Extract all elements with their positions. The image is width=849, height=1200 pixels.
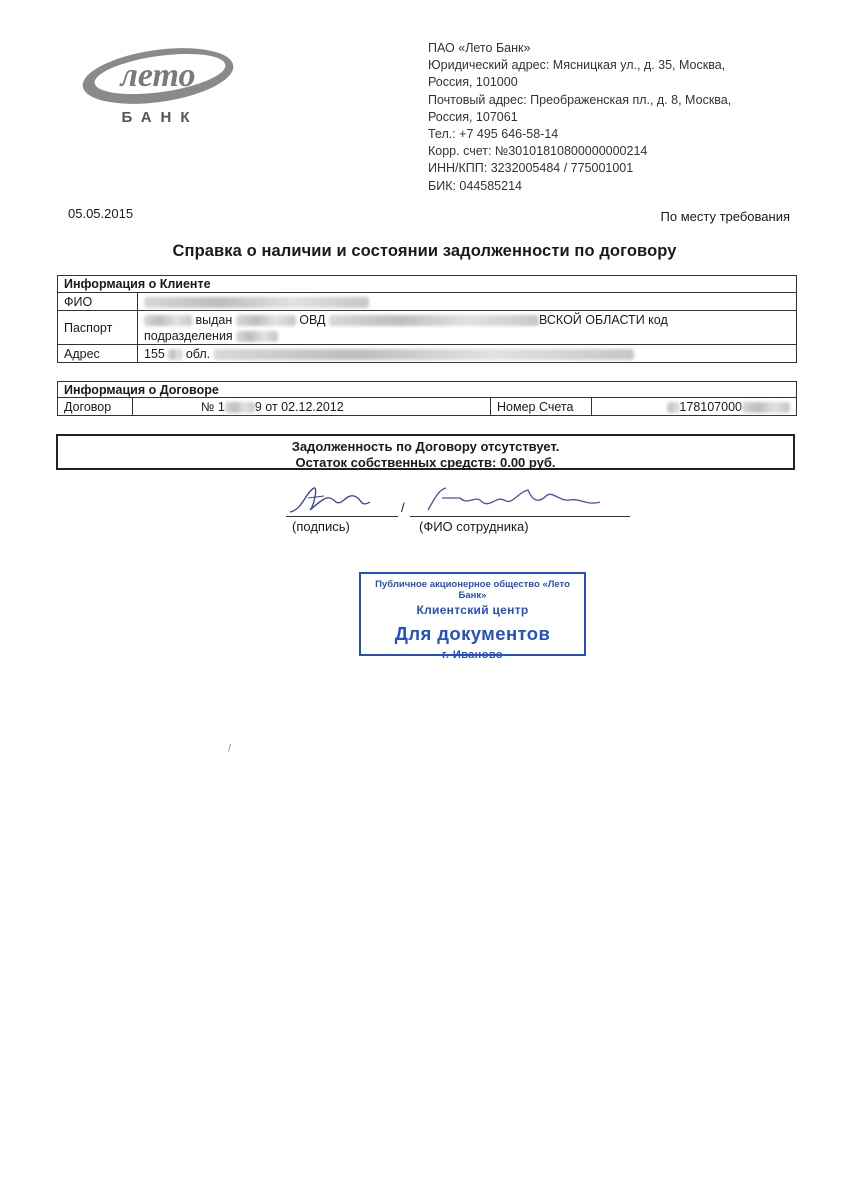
- stamp-purpose: Для документов: [394, 623, 551, 644]
- postal-address-line1: Почтовый адрес: Преображенская пл., д. 8, Москва,: [428, 92, 732, 107]
- client-info-table: [57, 275, 797, 363]
- stamp-department: Клиентский центр: [416, 603, 529, 617]
- bik: БИК: 044585214: [428, 178, 522, 193]
- redacted-postcode: [168, 349, 182, 360]
- debt-statement-box: [56, 434, 795, 470]
- redacted-issue-date: [236, 315, 296, 326]
- signature-label: (подпись): [292, 519, 350, 534]
- redacted-issuer: [329, 315, 539, 326]
- contract-info-table: [57, 381, 797, 416]
- corr-account: Корр. счет: №30101810800000000214: [428, 144, 648, 159]
- passport-region: ВСКОЙ ОБЛАСТИ код: [538, 312, 668, 327]
- address-value: [138, 345, 797, 363]
- stray-pen-mark: [228, 744, 234, 753]
- logo-wordmark: лето: [120, 57, 196, 94]
- contract-label: Договор: [58, 398, 133, 416]
- employee-name-line: [410, 516, 630, 517]
- stamp-org-name: Публичное акционерное общество «Лето Банк»: [375, 579, 570, 601]
- stamp-city: г. Иваново: [442, 649, 503, 661]
- document-title: Справка о наличии и состоянии задолженности по договору: [172, 242, 677, 260]
- address-label: Адрес: [58, 345, 138, 363]
- table-row: [58, 345, 797, 363]
- bank-name: ПАО «Лето Банк»: [428, 41, 531, 55]
- fio-label: ФИО: [58, 293, 138, 311]
- passport-issued-word: выдан: [195, 312, 233, 327]
- signature-line: [286, 516, 398, 517]
- document-date: 05.05.2015: [68, 206, 134, 221]
- redacted-fio: [144, 297, 369, 308]
- debt-line-1: Задолженность по Договору отсутствует.: [291, 439, 560, 454]
- bank-phone: Тел.: +7 495 646-58-14: [428, 127, 559, 142]
- account-label: Номер Счета: [491, 398, 592, 416]
- contract-number: [133, 398, 491, 416]
- table-row: [58, 311, 797, 345]
- bank-logo: [78, 42, 238, 132]
- passport-value: [138, 311, 797, 345]
- employee-name-label: (ФИО сотрудника): [419, 519, 529, 534]
- account-number-visible: 178107000: [679, 399, 742, 414]
- fio-value: [138, 293, 797, 311]
- address-region-word: обл.: [185, 346, 211, 361]
- contract-number-prefix: № 1: [201, 399, 225, 414]
- table-row: [58, 398, 797, 416]
- redacted-account-prefix: [667, 402, 679, 413]
- redacted-subdivision-code: [236, 331, 278, 342]
- postal-address-line2: Россия, 107061: [428, 109, 518, 124]
- redacted-contract-number: [225, 402, 255, 413]
- inn-kpp: ИНН/КПП: 3232005484 / 775001001: [428, 161, 634, 176]
- contract-info-heading: Информация о Договоре: [58, 382, 797, 398]
- legal-address-line1: Юридический адрес: Мясницкая ул., д. 35, Москва,: [428, 58, 726, 73]
- passport-subdivision-word: подразделения: [144, 328, 233, 343]
- passport-ovd-word: ОВД: [299, 312, 326, 327]
- debt-line-2: Остаток собственных средств: 0.00 руб.: [295, 455, 556, 470]
- signature-scribble: [284, 484, 394, 516]
- bank-requisites: [428, 40, 758, 195]
- table-row: [58, 293, 797, 311]
- signature-separator: /: [401, 500, 405, 515]
- destination: По месту требования: [660, 209, 790, 224]
- leto-logo-icon: [78, 42, 238, 132]
- logo-subtext: БАНК: [121, 109, 199, 126]
- employee-name-handwriting: [420, 482, 610, 516]
- redacted-passport-number: [144, 315, 192, 326]
- address-prefix: 155: [144, 346, 165, 361]
- passport-label: Паспорт: [58, 311, 138, 345]
- bank-stamp: [359, 572, 586, 661]
- client-info-heading: Информация о Клиенте: [58, 276, 797, 293]
- legal-address-line2: Россия, 101000: [428, 75, 518, 90]
- redacted-address: [214, 349, 634, 360]
- contract-number-suffix: 9 от 02.12.2012: [254, 399, 344, 414]
- account-number: [592, 398, 797, 416]
- redacted-account-suffix: [742, 402, 790, 413]
